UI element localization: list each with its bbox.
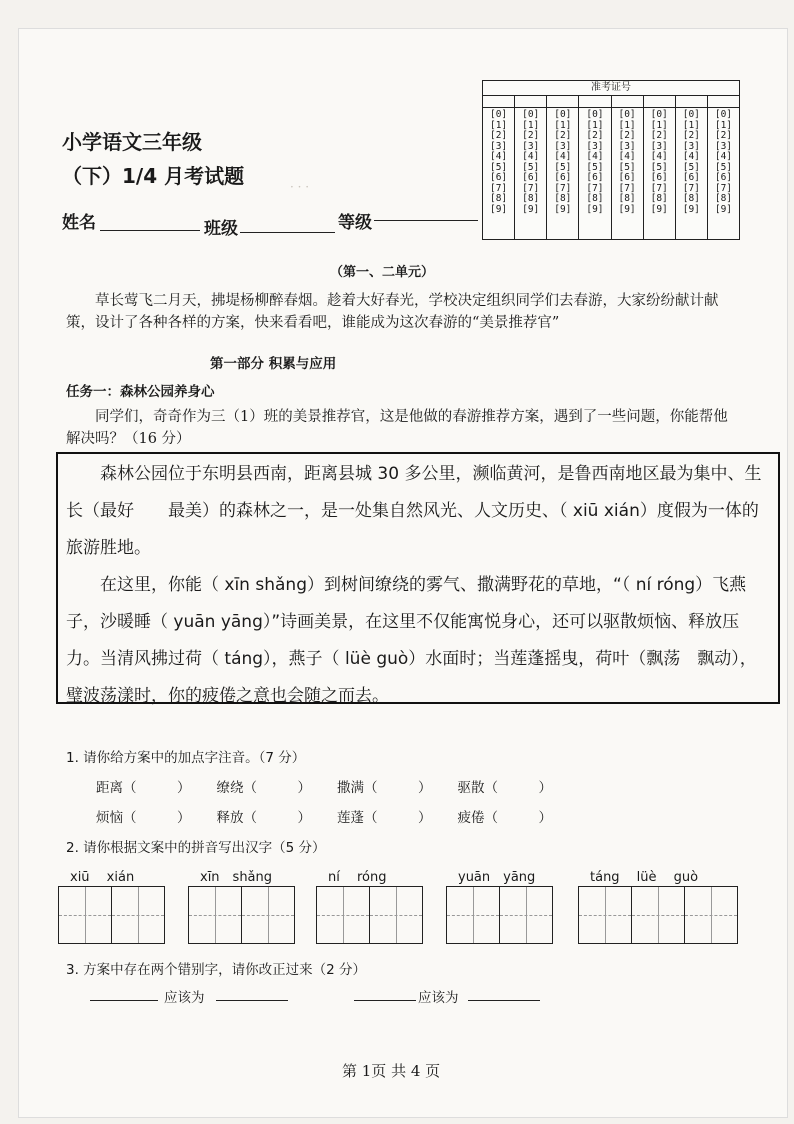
exam-id-digit-bubble[interactable]: [7]	[554, 182, 572, 194]
exam-id-digit-bubble[interactable]: [3]	[714, 140, 733, 152]
exam-id-digit-bubble[interactable]: [9]	[586, 203, 604, 215]
exam-id-grid[interactable]	[482, 80, 740, 240]
exam-id-digit-bubble[interactable]: [3]	[618, 140, 636, 152]
exam-id-digit-bubble[interactable]: [5]	[618, 161, 636, 173]
exam-id-digit-bubble[interactable]: [8]	[522, 193, 540, 204]
exam-id-digit-bubble[interactable]: [4]	[714, 151, 733, 162]
exam-id-digit-bubble[interactable]: [6]	[522, 172, 540, 183]
exam-id-digit-bubble[interactable]: [4]	[650, 151, 668, 162]
wrong-char-blank-1[interactable]	[90, 980, 158, 1001]
exam-id-digit-bubble[interactable]: [0]	[650, 109, 668, 120]
correct-char-blank-2[interactable]	[468, 980, 540, 1001]
task1-description: 同学们，奇奇作为三（1）班的美景推荐官，这是他做的春游推荐方案，遇到了一些问题，你能帮他解决吗？（16 分）	[66, 409, 728, 447]
task1-title: 任务一：森林公园养身心	[66, 384, 215, 400]
page-footer: 第 1页 共 4 页	[342, 1062, 441, 1080]
exam-id-digit-bubble[interactable]: [2]	[714, 130, 733, 141]
tianzige-cell[interactable]	[370, 887, 422, 943]
q1-item[interactable]: 缭绕（ ）	[216, 780, 311, 796]
name-field[interactable]	[100, 210, 200, 231]
exam-id-digit-bubble[interactable]: [2]	[586, 130, 604, 141]
exam-id-digit-bubble[interactable]: [7]	[714, 182, 733, 194]
tianzige-cell[interactable]	[632, 887, 685, 943]
tianzige-cell[interactable]	[500, 887, 552, 943]
tianzige-grid	[58, 886, 165, 944]
exam-id-column[interactable]	[579, 96, 611, 239]
tianzige-grid	[316, 886, 423, 944]
exam-id-digit-bubble[interactable]: [6]	[714, 172, 733, 183]
exam-id-digit-bubble[interactable]: [3]	[650, 140, 668, 152]
exam-id-digit-bubble[interactable]: [8]	[554, 193, 572, 204]
exam-id-column[interactable]	[547, 96, 579, 239]
tianzige-cell[interactable]	[317, 887, 370, 943]
exam-id-column[interactable]	[676, 96, 708, 239]
q1-row-1	[96, 776, 552, 796]
exam-id-column[interactable]	[515, 96, 547, 239]
q3-label-1: 应该为	[164, 990, 205, 1006]
exam-id-digit-bubble[interactable]: [8]	[489, 193, 508, 204]
q1-item[interactable]: 驱散（ ）	[457, 780, 552, 796]
exam-id-digit-bubble[interactable]: [4]	[522, 151, 540, 162]
title-line2: （下）1/4 月考试题	[62, 164, 245, 188]
passage-box	[56, 452, 780, 704]
exam-id-digit-bubble[interactable]: [9]	[682, 203, 700, 215]
exam-id-digit-bubble[interactable]: [5]	[554, 161, 572, 173]
exam-id-digit-bubble[interactable]: [4]	[682, 151, 700, 162]
exam-id-write-cell[interactable]	[483, 96, 514, 108]
question-1: 1. 请你给方案中的加点字注音。（7 分）	[66, 750, 306, 766]
exam-id-digit-bubble[interactable]: [0]	[618, 109, 636, 120]
exam-id-digit-bubble[interactable]: [1]	[489, 119, 508, 131]
grade-field[interactable]	[374, 200, 478, 221]
pinyin-label: ní róng	[328, 870, 387, 885]
exam-id-digit-list	[579, 108, 610, 215]
exam-id-write-cell[interactable]	[515, 96, 546, 108]
grade-label: 等级	[338, 213, 372, 233]
exam-id-digit-list	[644, 108, 675, 215]
tianzige-cell[interactable]	[579, 887, 632, 943]
exam-id-digit-bubble[interactable]: [0]	[586, 109, 604, 120]
exam-id-digit-bubble[interactable]: [2]	[650, 130, 668, 141]
tianzige-grid	[188, 886, 295, 944]
pinyin-label: yuān yāng	[458, 870, 536, 885]
exam-id-digit-bubble[interactable]: [1]	[714, 119, 733, 131]
tianzige-cell[interactable]	[242, 887, 294, 943]
exam-id-digit-bubble[interactable]: [1]	[650, 119, 668, 131]
exam-id-column[interactable]	[644, 96, 676, 239]
tianzige-grid	[578, 886, 738, 944]
exam-id-digit-bubble[interactable]: [8]	[586, 193, 604, 204]
exam-id-digit-bubble[interactable]: [2]	[522, 130, 540, 141]
exam-id-digit-bubble[interactable]: [6]	[618, 172, 636, 183]
exam-id-digit-bubble[interactable]: [7]	[618, 182, 636, 194]
q1-row-2	[96, 806, 552, 826]
section-title: 第一部分 积累与应用	[210, 356, 337, 372]
intro-paragraph: 草长莺飞二月天，拂堤杨柳醉春烟。趁着大好春光，学校决定组织同学们去春游，大家纷纷献计献策，设计了各种各样的方案，快来看看吧，谁能成为这次春游的“美景推荐官”	[66, 293, 719, 331]
exam-id-digit-bubble[interactable]: [9]	[618, 203, 636, 215]
exam-id-digit-bubble[interactable]: [7]	[682, 182, 700, 194]
exam-id-digit-bubble[interactable]: [3]	[586, 140, 604, 152]
exam-id-column[interactable]	[612, 96, 644, 239]
exam-id-digit-bubble[interactable]: [7]	[586, 182, 604, 194]
exam-id-digit-bubble[interactable]: [7]	[522, 182, 540, 194]
exam-id-digit-bubble[interactable]: [0]	[554, 109, 572, 120]
pinyin-label: xīn shǎng	[200, 870, 273, 885]
exam-id-digit-bubble[interactable]: [1]	[682, 119, 700, 131]
tianzige-cell[interactable]	[112, 887, 164, 943]
exam-id-write-cell[interactable]	[612, 96, 643, 108]
exam-id-digit-bubble[interactable]: [2]	[682, 130, 700, 141]
exam-id-header: 准考证号	[483, 81, 739, 96]
exam-id-digit-bubble[interactable]: [5]	[489, 161, 508, 173]
correct-char-blank-1[interactable]	[216, 980, 288, 1001]
exam-id-digit-bubble[interactable]: [6]	[489, 172, 508, 183]
exam-id-column[interactable]	[483, 96, 515, 239]
q1-item[interactable]: 距离（ ）	[96, 780, 191, 796]
exam-id-digit-bubble[interactable]: [6]	[586, 172, 604, 183]
exam-id-digit-bubble[interactable]: [5]	[650, 161, 668, 173]
exam-id-digit-bubble[interactable]: [9]	[714, 203, 733, 215]
exam-id-digit-bubble[interactable]: [1]	[554, 119, 572, 131]
exam-id-digit-bubble[interactable]: [2]	[618, 130, 636, 141]
exam-id-digit-bubble[interactable]: [2]	[554, 130, 572, 141]
q3-label-2: 应该为	[418, 990, 459, 1006]
exam-id-digit-bubble[interactable]: [8]	[714, 193, 733, 204]
exam-id-digit-bubble[interactable]: [6]	[650, 172, 668, 183]
exam-id-digit-bubble[interactable]: [5]	[682, 161, 700, 173]
exam-id-digit-list	[515, 108, 546, 215]
exam-id-digit-bubble[interactable]: [9]	[650, 203, 668, 215]
exam-id-digit-bubble[interactable]: [5]	[714, 161, 733, 173]
title-line1: 小学语文三年级	[62, 130, 202, 154]
exam-id-digit-bubble[interactable]: [4]	[489, 151, 508, 162]
exam-id-digit-bubble[interactable]: [1]	[522, 119, 540, 131]
exam-id-digit-bubble[interactable]: [1]	[618, 119, 636, 131]
passage-paragraph-2: 在这里，你能（ xīn shǎng）到树间缭绕的雾气、撒满野花的草地，“（ ní róng）飞燕子，沙暖睡（ yuān yāng）”诗画美景，在这里不仅能寓悦身心，还可以驱散烦恼、释放压力。当清风拂过荷（ táng），燕子（ lüè guò）水面时；当莲蓬摇曳，荷叶（飘荡 飘动），璧波荡漾时，你的疲倦之意也会随之而去。	[66, 575, 757, 706]
exam-id-digit-bubble[interactable]: [3]	[522, 140, 540, 152]
tianzige-cell[interactable]	[59, 887, 112, 943]
exam-id-write-cell[interactable]	[547, 96, 578, 108]
tianzige-cell[interactable]	[447, 887, 500, 943]
exam-id-digit-bubble[interactable]: [0]	[522, 109, 540, 120]
q1-item[interactable]: 烦恼（ ）	[96, 810, 191, 826]
pinyin-label: xiū xián	[70, 870, 135, 885]
exam-id-digit-bubble[interactable]: [3]	[554, 140, 572, 152]
bleed-through-text: · · ·	[290, 180, 310, 194]
exam-id-digit-bubble[interactable]: [9]	[522, 203, 540, 215]
exam-id-digit-bubble[interactable]: [4]	[618, 151, 636, 162]
exam-id-digit-bubble[interactable]: [2]	[489, 130, 508, 141]
class-label: 班级	[204, 219, 238, 239]
exam-id-digit-bubble[interactable]: [4]	[586, 151, 604, 162]
exam-id-digit-bubble[interactable]: [8]	[682, 193, 700, 204]
exam-id-digit-list	[676, 108, 707, 215]
exam-id-digit-bubble[interactable]: [8]	[650, 193, 668, 204]
exam-id-digit-bubble[interactable]: [3]	[682, 140, 700, 152]
exam-id-digit-list	[708, 108, 739, 215]
exam-id-digit-bubble[interactable]: [7]	[489, 182, 508, 194]
exam-id-write-cell[interactable]	[708, 96, 739, 108]
exam-id-digit-bubble[interactable]: [5]	[522, 161, 540, 173]
q1-item[interactable]: 撒满（ ）	[337, 780, 432, 796]
tianzige-grid	[446, 886, 553, 944]
class-field[interactable]	[240, 212, 335, 233]
q1-item[interactable]: 莲蓬（ ）	[337, 810, 432, 826]
exam-id-digit-list	[612, 108, 643, 215]
q1-item[interactable]: 疲倦（ ）	[457, 810, 552, 826]
exam-id-digit-bubble[interactable]: [6]	[554, 172, 572, 183]
exam-id-digit-bubble[interactable]: [9]	[489, 203, 508, 215]
exam-id-column[interactable]	[708, 96, 739, 239]
exam-id-digit-bubble[interactable]: [0]	[714, 109, 733, 120]
q1-item[interactable]: 释放（ ）	[216, 810, 311, 826]
tianzige-cell[interactable]	[685, 887, 737, 943]
exam-id-write-cell[interactable]	[644, 96, 675, 108]
name-label: 姓名	[62, 213, 96, 233]
exam-id-digit-bubble[interactable]: [8]	[618, 193, 636, 204]
exam-id-digit-bubble[interactable]: [1]	[586, 119, 604, 131]
exam-id-digit-bubble[interactable]: [3]	[489, 140, 508, 152]
question-3: 3. 方案中存在两个错别字，请你改正过来（2 分）	[66, 962, 367, 978]
wrong-char-blank-2[interactable]	[354, 980, 416, 1001]
pinyin-label: táng lüè guò	[590, 870, 699, 885]
exam-id-digit-list	[483, 108, 514, 215]
exam-id-write-cell[interactable]	[676, 96, 707, 108]
unit-label: （第一、二单元）	[330, 265, 435, 280]
exam-id-digit-bubble[interactable]: [7]	[650, 182, 668, 194]
exam-id-digit-bubble[interactable]: [6]	[682, 172, 700, 183]
exam-id-digit-bubble[interactable]: [5]	[586, 161, 604, 173]
exam-id-digit-bubble[interactable]: [0]	[489, 109, 508, 120]
exam-id-digit-bubble[interactable]: [9]	[554, 203, 572, 215]
passage-paragraph-1: 森林公园位于东明县西南，距离县城 30 多公里，濒临黄河，是鲁西南地区最为集中、生长（最好 最美）的森林之一，是一处集自然风光、人文历史、（ xiū xián）度假为一体的旅游胜地。	[66, 464, 762, 558]
question-2: 2. 请你根据文案中的拼音写出汉字（5 分）	[66, 840, 326, 856]
exam-id-digit-bubble[interactable]: [0]	[682, 109, 700, 120]
exam-id-digit-list	[547, 108, 578, 215]
exam-id-write-cell[interactable]	[579, 96, 610, 108]
exam-id-digit-bubble[interactable]: [4]	[554, 151, 572, 162]
tianzige-cell[interactable]	[189, 887, 242, 943]
